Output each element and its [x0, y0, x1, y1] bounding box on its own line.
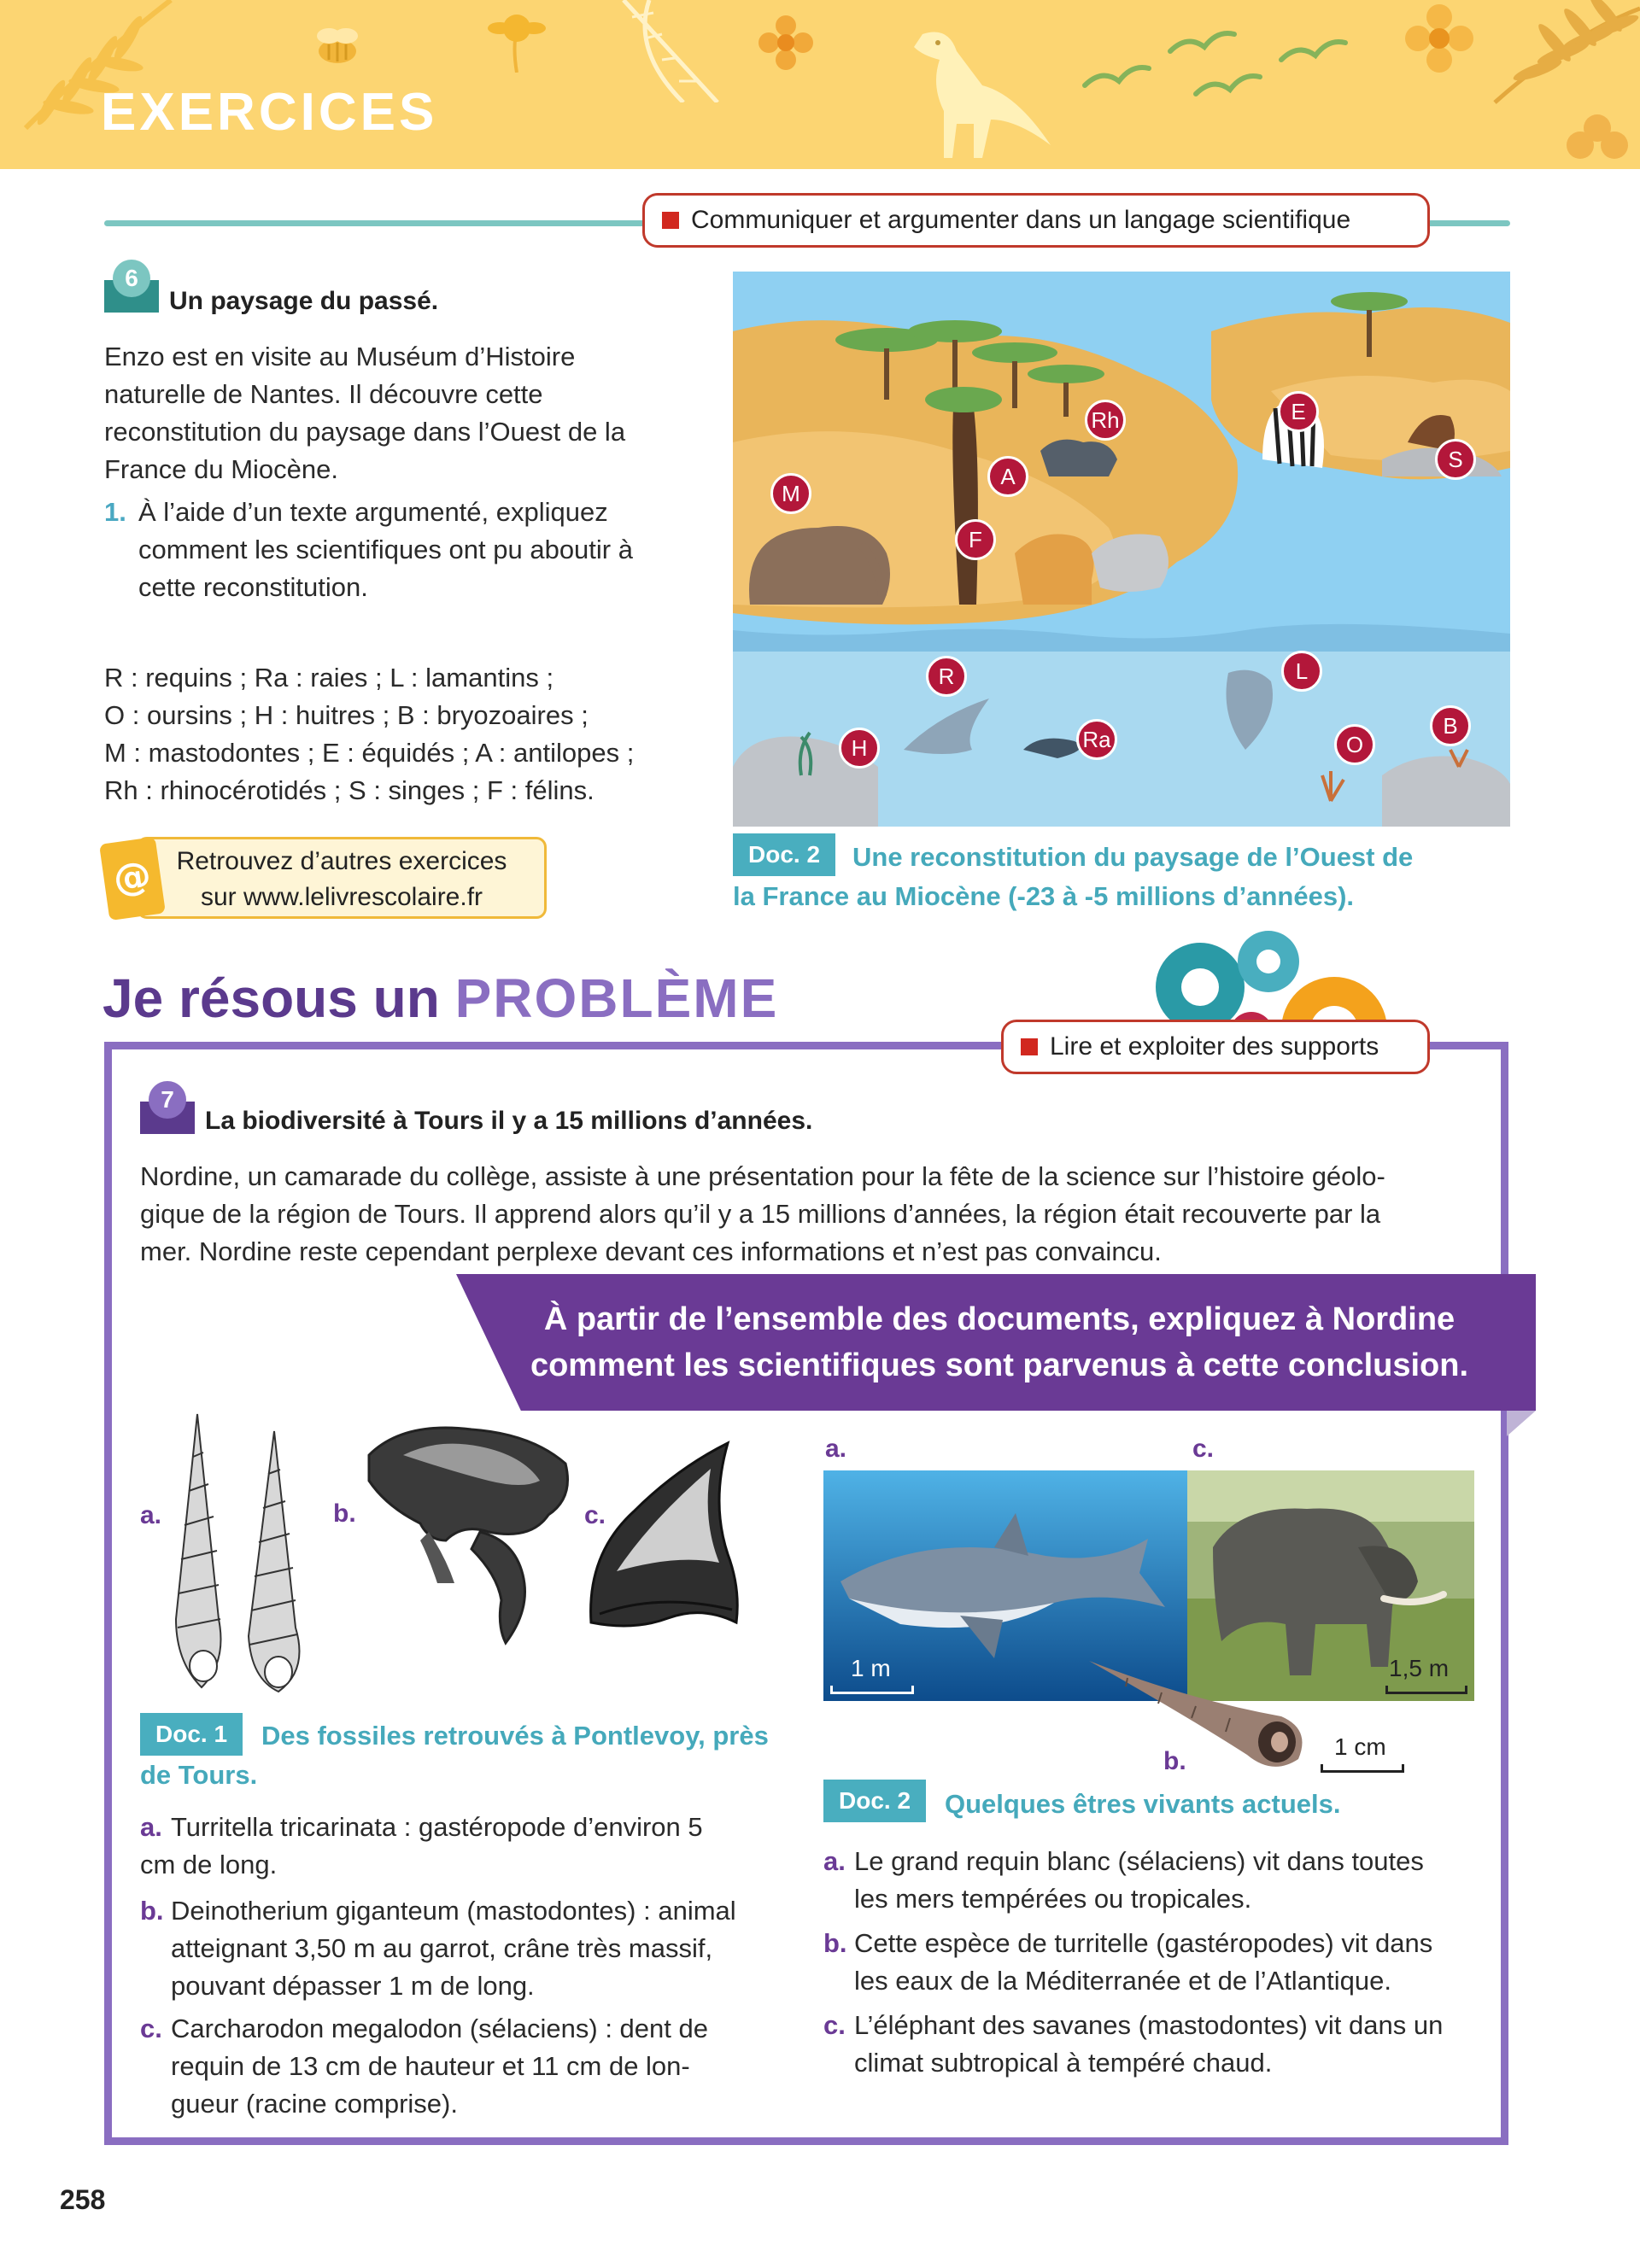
web-link-box[interactable]	[137, 837, 547, 919]
item-line: Deinotherium giganteum (mastodontes) : animal	[171, 1896, 736, 1926]
megalodon-tooth-image	[583, 1435, 753, 1640]
scale-label: 1 cm	[1334, 1733, 1386, 1760]
shark-scale-bar	[830, 1655, 914, 1694]
doc-label: Doc. 2	[823, 1780, 926, 1822]
scale-line	[1321, 1764, 1404, 1773]
map-pin: E	[1278, 391, 1319, 432]
flower-decoration	[478, 4, 555, 73]
item-line: requin de 13 cm de hauteur et 11 cm de lon-	[171, 2051, 690, 2081]
item-line: les eaux de la Méditerranée et de l’Atlantique.	[854, 1966, 1392, 1996]
skill-marker-icon	[662, 212, 679, 229]
turritella-shell-photo	[1085, 1657, 1315, 1776]
banner-fold	[1507, 1411, 1536, 1436]
scale-line	[830, 1686, 914, 1694]
item-line: Turritella tricarinata : gastéropode d’environ 5	[171, 1812, 703, 1842]
intro-line: mer. Nordine reste cependant perplexe devant ces informations et n’est pas convaincu.	[140, 1236, 1162, 1266]
page-number: 258	[60, 2184, 106, 2215]
task-banner-text	[495, 1296, 1503, 1388]
skill-tag-label: Lire et exploiter des supports	[1050, 1032, 1379, 1061]
intro-line: France du Miocène.	[104, 454, 338, 484]
doc2-item-c	[823, 2007, 1490, 2082]
item-line: Cette espèce de turritelle (gastéropodes) vit dans	[854, 1928, 1433, 1958]
doc1-item-b	[140, 1892, 806, 2005]
question-1	[104, 494, 702, 606]
birds-decoration	[1076, 17, 1350, 111]
doc-caption	[733, 838, 1519, 916]
turritella-fossil-image	[150, 1406, 330, 1696]
exercise-number-badge	[104, 260, 161, 313]
doc2-item-a	[823, 1843, 1490, 1918]
scale-label: 1,5 m	[1389, 1655, 1450, 1681]
item-line: climat subtropical à tempéré chaud.	[854, 2048, 1273, 2078]
skill-tag-label: Communiquer et argumenter dans un langage scientifique	[691, 206, 1351, 234]
doc2-letter-a: a.	[825, 1435, 847, 1463]
map-pin: R	[926, 656, 967, 697]
doc2-item-b	[823, 1925, 1490, 2000]
exercise-title: Un paysage du passé.	[169, 287, 439, 315]
skill-tag-communiquer	[642, 193, 1430, 248]
problem-heading	[102, 967, 778, 1030]
deinotherium-skull-image	[352, 1421, 583, 1651]
map-pin: M	[770, 473, 811, 514]
question-number: 1.	[104, 497, 126, 527]
skill-tag-lire	[1001, 1020, 1430, 1074]
item-letter: c.	[140, 2014, 162, 2043]
dna-decoration	[615, 0, 726, 102]
question-line: À l’aide d’un texte argumenté, expliquez	[138, 497, 608, 527]
doc1-item-a	[140, 1809, 806, 1884]
map-pin: F	[955, 519, 996, 560]
doc-caption	[140, 1716, 823, 1795]
doc-caption: Quelques êtres vivants actuels.	[945, 1789, 1341, 1819]
flower-decoration-2	[752, 9, 820, 77]
exercise-number-badge	[140, 1081, 196, 1134]
doc1-item-c	[140, 2010, 806, 2123]
intro-line: naturelle de Nantes. Il découvre cette	[104, 379, 543, 409]
doc-label: Doc. 2	[733, 833, 835, 876]
doc-label: Doc. 1	[140, 1713, 243, 1756]
item-line: pouvant dépasser 1 m de long.	[171, 1971, 535, 2001]
doc-caption-line: Une reconstitution du paysage de l’Ouest de	[852, 842, 1414, 872]
intro-line: gique de la région de Tours. Il apprend alors qu’il y a 15 millions d’années, la région était recouverte par la	[140, 1199, 1381, 1229]
intro-line: reconstitution du paysage dans l’Ouest de la	[104, 417, 626, 447]
problem-heading-keyword: PROBLÈME	[454, 967, 779, 1029]
web-box-line: Retrouvez d’autres exercices	[176, 847, 507, 875]
legend-list	[104, 659, 702, 810]
item-letter: c.	[823, 2010, 846, 2040]
doc-caption-line: la France au Miocène (-23 à -5 millions d’années).	[733, 881, 1355, 911]
map-pin: L	[1281, 651, 1322, 692]
map-pin: S	[1435, 439, 1476, 480]
item-line: Le grand requin blanc (sélaciens) vit dans toutes	[854, 1846, 1424, 1876]
doc1-letter-a: a.	[140, 1501, 162, 1529]
shell-scale-bar	[1321, 1733, 1404, 1773]
doc2-letter-b: b.	[1163, 1747, 1186, 1775]
intro-line: Enzo est en visite au Muséum d’Histoire	[104, 342, 576, 371]
problem-heading-prefix: Je résous un	[102, 967, 440, 1029]
map-pin: Rh	[1085, 400, 1126, 441]
item-line: les mers tempérées ou tropicales.	[854, 1884, 1252, 1914]
doc-caption-line: de Tours.	[140, 1760, 258, 1790]
badge-number: 7	[149, 1081, 186, 1119]
item-line: atteignant 3,50 m au garrot, crâne très massif,	[171, 1933, 713, 1963]
map-pin: B	[1430, 705, 1471, 746]
item-line: cm de long.	[140, 1850, 278, 1879]
doc2-letter-c: c.	[1192, 1435, 1215, 1463]
map-pin: A	[987, 456, 1028, 497]
dinosaur-decoration	[888, 17, 1059, 162]
item-line: Carcharodon megalodon (sélaciens) : dent de	[171, 2014, 708, 2043]
intro-line: Nordine, un camarade du collège, assiste à une présentation pour la fête de la science sur l’histoire géolo-	[140, 1161, 1385, 1191]
legend-line: M : mastodontes ; E : équidés ; A : antilopes ;	[104, 738, 635, 768]
at-sign-icon: @	[99, 837, 166, 921]
elephant-scale-bar	[1385, 1655, 1467, 1694]
doc-caption-line: Des fossiles retrouvés à Pontlevoy, près	[261, 1721, 769, 1751]
problem-intro	[140, 1158, 1481, 1271]
item-line: L’éléphant des savanes (mastodontes) vit dans un	[854, 2010, 1444, 2040]
scale-label: 1 m	[851, 1655, 891, 1681]
map-pin: Ra	[1076, 719, 1117, 760]
badge-number: 6	[113, 260, 150, 297]
banner-line: comment les scientifiques sont parvenus à cette conclusion.	[530, 1347, 1469, 1383]
item-letter: b.	[140, 1896, 164, 1926]
banner-line: À partir de l’ensemble des documents, expliquez à Nordine	[543, 1301, 1456, 1337]
map-pin: H	[839, 728, 880, 769]
question-line: cette reconstitution.	[138, 572, 368, 602]
item-letter: a.	[140, 1812, 162, 1842]
doc1-letter-c: c.	[584, 1501, 606, 1529]
fern-right-decoration	[1469, 0, 1640, 169]
legend-line: Rh : rhinocérotidés ; S : singes ; F : félins.	[104, 775, 594, 805]
exercise-intro	[104, 338, 685, 488]
question-line: comment les scientifiques ont pu aboutir à	[138, 535, 633, 564]
item-letter: b.	[823, 1928, 847, 1958]
item-line: gueur (racine comprise).	[171, 2089, 458, 2119]
scale-line	[1385, 1686, 1467, 1694]
exercise-title: La biodiversité à Tours il y a 15 millions d’années.	[205, 1107, 813, 1135]
legend-line: O : oursins ; H : huitres ; B : bryozoaires ;	[104, 700, 589, 730]
item-letter: a.	[823, 1846, 846, 1876]
skill-marker-icon	[1021, 1038, 1038, 1055]
bee-decoration	[303, 17, 372, 77]
header-band	[0, 0, 1640, 169]
web-box-line: sur www.lelivrescolaire.fr	[200, 883, 483, 911]
doc1-letter-b: b.	[333, 1499, 356, 1528]
legend-line: R : requins ; Ra : raies ; L : lamantins ;	[104, 663, 554, 693]
map-pin: O	[1334, 724, 1375, 765]
section-title: EXERCICES	[101, 83, 438, 142]
